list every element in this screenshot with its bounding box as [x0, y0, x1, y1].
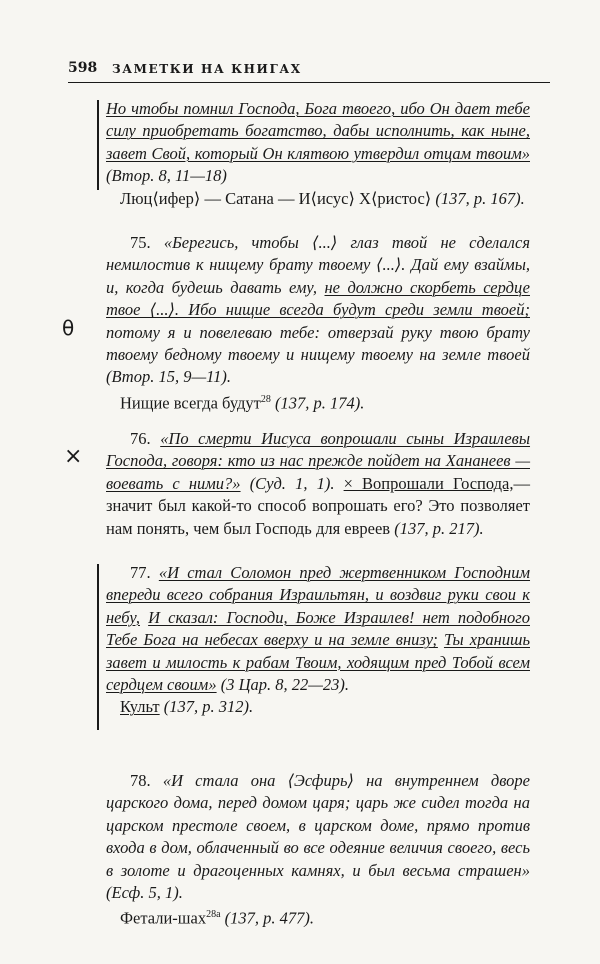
note-text: Культ: [120, 697, 160, 717]
note-text: Фетали-шах: [120, 908, 207, 928]
note-text: Люц⟨ифер⟩ — Сатана — И⟨исус⟩ Х⟨ристос⟩: [120, 188, 432, 208]
quote-text: И сказал: Господи, Боже Израилев! нет подобного Тебе Бога на небесах вверху и на земле внизу;: [106, 607, 530, 650]
note-reference: (137, p. 174).: [275, 393, 365, 413]
entry-number: 75.: [130, 233, 151, 252]
footnote-marker: 28a: [206, 909, 221, 921]
author-note: [106, 389, 530, 415]
quote-text: «По смерти Иисуса вопрошали сыны Израилевы Господа, говоря: кто из нас прежде пойдет на Хананеев — воевать с ними?»: [106, 429, 531, 493]
cross-margin-mark: ×: [64, 444, 83, 469]
author-note: [106, 188, 530, 210]
margin-bar-1: [97, 100, 99, 190]
quote-text: Но чтобы помнил Господа, Бога твоего, ибо Он дает тебе силу приобретать богатство, дабы исполнить, как ныне, завет Свой, который Он клятвою утвердил отцам твоим»: [106, 99, 530, 163]
quote-text-underlined: не должно скорбеть сердце твое ⟨...⟩. Ибо нищие всегда будут среди земли твоей;: [106, 277, 530, 320]
citation: (Втор. 8, 11—18): [106, 166, 227, 186]
page-header: [68, 60, 550, 80]
page-number: 598: [68, 60, 98, 76]
author-note: [106, 904, 530, 930]
note-reference: (137, p. 167).: [435, 188, 525, 208]
author-note: [106, 696, 530, 718]
margin-bar-2: [97, 564, 99, 730]
footnote-marker: 28: [260, 393, 271, 405]
header-rule: [68, 82, 550, 83]
note-reference: (137, p. 217).: [394, 518, 484, 538]
quote-text: «И стала она ⟨Эсфирь⟩ на внутреннем дворе царского дома, перед домом царя; царь же сидел тогда на царском престоле своем, в царском доме, прямо против входа в дом, облаченный во все одеяние величия своего, весь в золоте и драгоценных камнях, и был весьма страшен»: [106, 771, 531, 880]
note-text: Нищие всегда будут: [120, 393, 261, 413]
entry-number: 76.: [130, 429, 151, 448]
citation: (Суд. 1, 1).: [249, 473, 335, 493]
entry-number: 78.: [130, 771, 151, 790]
entry-78: [106, 770, 530, 930]
citation: (Есф. 5, 1).: [106, 883, 183, 903]
quote-text: Ты хранишь завет и милость к рабам Твоим, ходящим пред Тобой всем сердцем своим»: [106, 630, 530, 695]
theta-margin-mark: θ: [62, 316, 75, 340]
entry-number: 77.: [130, 563, 151, 582]
note-reference: (137, p. 477).: [224, 908, 315, 928]
note-reference: (137, p. 312).: [163, 697, 254, 717]
entry-76: [106, 428, 530, 540]
quote-text: потому я и повелеваю тебе: отверзай руку твою брату твоему бедному твоему и нищему твоему на земле твоей: [106, 322, 530, 365]
note-lead: × Вопрошали Господа,: [343, 473, 514, 493]
running-title: ЗАМЕТКИ НА КНИГАХ: [112, 62, 302, 76]
paragraph-continuation: [106, 98, 530, 210]
citation: (Втор. 15, 9—11).: [106, 367, 232, 387]
entry-75: [106, 232, 530, 415]
entry-77: [106, 562, 530, 719]
note-text: — значит был какой-то способ вопрошать его? Это позволяет нам понять, чем был Господь для евреев: [106, 473, 531, 538]
quote-text: «И стал Соломон пред жертвенником Господним впереди всего собрания Израильтян, и воздвиг руки свои к небу,: [106, 563, 531, 627]
quote-text: «Берегись, чтобы ⟨...⟩ глаз твой не сделался немилостив к нищему брату твоему ⟨...⟩. Дай ему взаймы, и, когда будешь давать ему,: [106, 233, 530, 297]
citation: (3 Цар. 8, 22—23).: [220, 675, 350, 695]
